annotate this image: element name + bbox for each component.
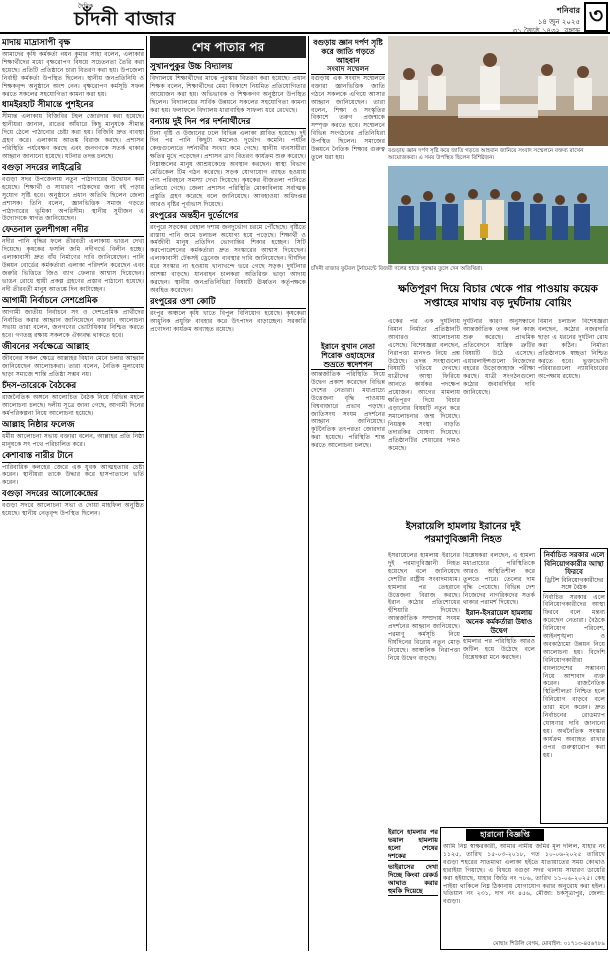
article-body: সীমান্ত এলাকায় বিজিবির টহল জোরদার করা হয়েছে। স্থানীয়রা জানান, রাতের আঁধারে কিছু মানুষকে সীমান্ত দিয়ে ঠেলে পাঠানোর চেষ্টা করা হয়। বিজিবি দ্রুত ব্যবস্থা গ্রহণ করে। এলাকায় আতঙ্ক বিরাজ করছে। প্রশাসন পরিস্থিতি পর্যবেক্ষণ করছে এবং জনগণকে সতর্ক থাকার আহ্বান জানানো হয়েছে। ঘটনার তদন্ত চলছে। xyxy=(2,113,144,160)
article-body: আন্তর্জাতিক পরিস্থিতি নিয়ে উদ্বেগ প্রকাশ করেছেন বিভিন্ন দেশের নেতারা। মধ্যপ্রাচ্যে উত্তেজনা বৃদ্ধি পাওয়ায় বিশ্ববাজারে প্রভাব পড়ছে। জাতিসংঘ সংযম প্রদর্শনের আহ্বান জানিয়েছে। কূটনৈতিক তৎপরতা জোরদার করা হয়েছে। পরিস্থিতি শান্ত করতে আলোচনা চলছে। xyxy=(311,371,385,450)
page-number: ৩ xyxy=(584,2,608,32)
headline: রংপুরের ওশা কোটি xyxy=(150,297,306,309)
issue-day: শনিবার xyxy=(557,6,580,15)
headline: আল্লাহ নিষ্ঠার ফলেজ xyxy=(2,420,144,432)
photo-caption: বগুড়ায় জ্ঞান দর্পণ সৃষ্টি করে জাতি গড়তে আহবান জানিয়ে সংবাদ সম্মেলনে বক্তব্য রাখেন আয়োজকরা। এ সময় উপস্থিত ছিলেন বিশিষ্টজন। xyxy=(388,148,584,161)
notice-text: আমি নিম্ন স্বাক্ষরকারী, আমার নামীয় জমির মূল দলিল, যাহার নং ১১২৫, তারিখ ১৫-০৩-২০১৮, গত ১০-০৬-২০২৫ তারিখে বগুড়া শহরের সাতমাথা এলাকা হইতে যাতায়াতের সময় কোথাও হারাইয়া গিয়াছে। এ বিষয়ে বগুড়া সদর থানায় সাধারণ ডায়েরি করা হইয়াছে, যাহার জিডি নং ৭৮৬, তারিখ ১১-০৬-২০২৫। কেহ পাইয়া থাকিলে নিম্ন ঠিকানায় যোগাযোগ করার অনুরোধ করা হইল। খতিয়ান নং ২৩১, দাগ নং ৪৫৬, মৌজা: চকসূত্রাপুর, জেলা: বগুড়া। xyxy=(443,843,605,906)
section-banner: শেষ পাতার পর xyxy=(150,36,306,58)
article-body: নদীর পানি বৃদ্ধির ফলে তীরবর্তী এলাকায় ভাঙন দেখা দিয়েছে। কৃষকের ফসলি জমি নদীগর্ভে বিলীন হচ্ছে। এলাকাবাসী দ্রুত বাঁধ নির্মাণের দাবি জানিয়েছেন। পানি উন্নয়ন বোর্ডের কর্মকর্তারা এলাকা পরিদর্শন করেছেন এবং জরুরি ভিত্তিতে জিও ব্যাগ ফেলার আশ্বাস দিয়েছেন। ভাঙন রোধে স্থায়ী প্রকল্প গ্রহণের প্রস্তাব পাঠানো হয়েছে। নদী তীরবর্তী মানুষ আতঙ্কে দিন কাটাচ্ছেন। xyxy=(2,238,144,293)
column-divider xyxy=(308,36,309,951)
article-body: টানা বৃষ্টি ও উজানের ঢলে বিভিন্ন এলাকা প্লাবিত হয়েছে। দুই দিন পর পানি কিছুটা কমলেও দুর্ভোগ কমেনি। পর্যটন কেন্দ্রগুলোতে দর্শনার্থীর সংখ্যা কমে গেছে। স্থানীয় ব্যবসায়ীরা ক্ষতির মুখে পড়েছেন। প্রশাসন ত্রাণ বিতরণ কার্যক্রম শুরু করেছে। নিম্নাঞ্চলের মানুষ আশ্রয়কেন্দ্রে অবস্থান করছেন। স্বাস্থ্য বিভাগ মেডিকেল টিম গঠন করেছে। সড়ক যোগাযোগ ব্যাহত হওয়ায় পণ্য পরিবহনে সমস্যা দেখা দিয়েছে। কৃষকের বীজতলা পানিতে তলিয়ে গেছে। জেলা প্রশাসন পরিস্থিতি মোকাবিলায় সর্বাত্মক প্রস্তুতি গ্রহণ করেছে বলে জানিয়েছে। আবহাওয়া অধিদপ্তর আরও বৃষ্টির পূর্বাভাস দিয়েছে। xyxy=(150,129,306,208)
article-body: পারিবারিক কলহের জেরে এক যুবক আত্মহত্যার চেষ্টা করেন। স্থানীয়রা তাকে উদ্ধার করে হাসপাতালে ভর্তি করেন। xyxy=(2,463,144,487)
column-3-bottom xyxy=(388,826,438,951)
newspaper-name: চাঁদনী বাজার xyxy=(74,8,176,30)
article-body: বিমান চলাচল বিশেষজ্ঞরা বলছেন, কঠোর নজরদারি ছাড়া এ ধরনের দুর্ঘটনা রোধ করা কঠিন। নির্মাতা প্রতিষ্ঠানকে স্বচ্ছতা নিশ্চিত করতে হবে। ভুক্তভোগী পরিবারগুলো ন্যায়বিচারের অপেক্ষায় রয়েছে। xyxy=(538,318,608,381)
headline: বগুড়ায় জ্ঞান দর্পণ সৃষ্টি করে জাতি গড়তে আহবান xyxy=(313,38,383,65)
article-body: একের পর এক দুর্ঘটনায় বিমান নির্মাতা প্রতিষ্ঠানটি আবারও আলোচনায় এসেছে। বিশেষজ্ঞরা বলছেন, নিরাপত্তা মানদণ্ড নিয়ে প্রশ্ন উঠেছে। তদন্ত সংস্থাগুলো বিষয়টি খতিয়ে দেখছে। যাত্রীদের আস্থা ফিরিয়ে আনতে কার্যকর পদক্ষেপ প্রয়োজন। আগের মামলায় ক্ষতিপূরণ দিয়ে বিচার এড়ানোর বিষয়টি নতুন করে সমালোচনার জন্ম দিয়েছে। নিয়ন্ত্রক সংস্থা বাড়তি তদারকির ঘোষণা দিয়েছে। প্রতিষ্ঠানটির শেয়ারের দামও কমেছে। xyxy=(388,318,460,452)
issue-date-bangla: ৩১ জ্যৈষ্ঠ ১৪৩২, বঙ্গাব্দ xyxy=(512,27,580,35)
headline: মাদায় মাদ্রাসাপী বৃক্ষ xyxy=(2,38,144,50)
headline: কেশাবাস্ত নারীর টানে xyxy=(2,451,144,463)
headline: ভাইরাসের দেখা দিচ্ছে কিংবা রেকর্ড আঘাত করার হুমকি দিয়েছে xyxy=(388,863,438,895)
feature-body-3 xyxy=(538,318,608,518)
headline: ধামইরহাট সীমান্তে পুশইনের xyxy=(2,100,144,112)
article-body: বগুড়া সদরে আলোচনা সভা ও দোয়া মাহফিল অনুষ্ঠিত হয়েছে। স্থানীয় নেতৃবৃন্দ উপস্থিত ছিলেন। xyxy=(2,502,144,518)
article-body: নির্বাচিত সরকার এলে বিনিয়োগকারীদের আস্থা ফিরবে বলে মন্তব্য করেছেন নেতারা। বৈঠকে বিনিয়োগ পরিবেশ, আইনশৃঙ্খলা ও অবকাঠামো উন্নয়ন নিয়ে আলোচনা হয়। বিদেশি বিনিয়োগকারীরা বাংলাদেশের সম্ভাবনা নিয়ে আশাবাদ ব্যক্ত করেন। রাজনৈতিক স্থিতিশীলতা নিশ্চিত হলে বিনিয়োগ বাড়বে বলে তারা মনে করেন। দ্রুত নির্বাচনের রোডম্যাপ ঘোষণার দাবি জানানো হয়। অর্থনৈতিক সংস্কার কার্যক্রম অব্যাহত রাখার ওপর গুরুত্বারোপ করা হয়। xyxy=(543,593,605,759)
headline: ফেতনাল তুলশীগঙ্গা নদীর xyxy=(2,225,144,237)
article-body: বগুড়ায় এক সংবাদ সম্মেলনে বক্তারা জ্ঞানভিত্তিক জাতি গঠনে সকলকে এগিয়ে আসার আহ্বান জানিয়েছেন। তারা বলেন, শিক্ষা ও সংস্কৃতির বিকাশে তরুণ প্রজন্মকে সম্পৃক্ত করতে হবে। সম্মেলনে বিভিন্ন সংগঠনের প্রতিনিধিরা উপস্থিত ছিলেন। সমাজের উন্নয়নে নৈতিক শিক্ষার গুরুত্ব তুলে ধরা হয়। xyxy=(311,74,385,161)
headline: ইরানে বুখান নেতা শিরোক ওহাহেদের শুভ্রতে স্বদেশপন xyxy=(311,342,385,370)
headline: বগুড়া সদরের আলোকেন্দ্রের xyxy=(2,489,144,501)
article-body: রাজনৈতিক অঙ্গনে আলোচিত বৈঠক নিয়ে বিভিন্ন মহলে আলোচনা চলছে। দলীয় সূত্রে জানা গেছে, আগামী দিনের কর্মপরিকল্পনা নিয়ে আলোচনা হয়েছে। xyxy=(2,394,144,417)
headline: বগুড়া সদরের লাইব্রেরি xyxy=(2,163,144,175)
article-body: ধর্মীয় আলোচনা সভায় বক্তারা বলেন, আল্লাহর প্রতি নিষ্ঠা মানুষকে সৎ পথে পরিচালিত করে। xyxy=(2,432,144,448)
headline: জীবনের সর্বক্ষেত্রে আল্লাহ xyxy=(2,342,144,354)
lost-notice-body xyxy=(443,843,605,941)
lost-notice-title: হারানো বিজ্ঞপ্তি xyxy=(466,829,544,841)
column-3 xyxy=(311,36,385,336)
article-body: হামলার পর পরিস্থিতি আরও জটিল হয়ে উঠেছে বলে বিশ্লেষকরা মনে করছেন। xyxy=(463,638,535,662)
headline: আগামী নির্বাচনে সেশপ্রেমিক xyxy=(2,296,144,308)
article-body: বগুড়া সদর উপজেলায় নতুন পাঠাগারের উদ্বোধন করা হয়েছে। শিক্ষার্থী ও সাধারণ পাঠকদের জন্য বই পড়ার সুযোগ সৃষ্টি হবে। অনুষ্ঠানে প্রধান অতিথি ছিলেন জেলা প্রশাসক। তিনি বলেন, জ্ঞানভিত্তিক সমাজ গড়তে পাঠাগারের ভূমিকা অপরিসীম। স্থানীয় সুধীজন এ উদ্যোগকে স্বাগত জানিয়েছেন। xyxy=(2,175,144,223)
feature-body-2 xyxy=(463,318,535,518)
headline: ইরানে হামলার পর ভয়াল হামলায় হলো শেষের দশকের xyxy=(388,828,438,860)
headline: বন্যায় দুই দিন পর দর্শনার্থীদের xyxy=(150,117,306,129)
investor-story-box xyxy=(540,548,608,824)
article-body: বিশ্লেষকরা বলছেন, এ হামলা মধ্যপ্রাচ্যের পরিস্থিতিকে আরও অস্থিতিশীল করে তুলতে পারে। তেলের দাম বৃদ্ধি পেয়েছে। বিভিন্ন দেশ নিজেদের নাগরিকদের সতর্ক থাকার পরামর্শ দিয়েছে। xyxy=(463,552,535,607)
iran-body-2 xyxy=(463,552,535,822)
photo-caption: চাঁদনী বাজার ফুটবল টুর্নামেন্টে বিজয়ী দলের হাতে পুরস্কার তুলে দেন অতিথিরা। xyxy=(311,266,483,272)
issue-date-english: ১৪ জুন ২০২৫ xyxy=(537,18,580,26)
article-body: জীবনের সকল ক্ষেত্রে আল্লাহর বিধান মেনে চলার আহ্বান জানিয়েছেন আলোচকরা। তারা বলেন, নৈতিক মূল্যবোধ ছাড়া সমাজে শান্তি প্রতিষ্ঠা সম্ভব নয়। xyxy=(2,355,144,379)
investor-subheadline: ড্রিটিশ বিনিয়োগকারীদের সঙ্গে বৈঠক xyxy=(544,576,604,591)
headline: চঁদস-তারেকে বৈঠকের xyxy=(2,381,144,393)
masthead xyxy=(0,0,610,34)
article-body: রংপুরে সড়কের বেহাল দশায় জনদুর্ভোগ চরমে পৌঁছেছে। বৃষ্টিতে রাস্তায় পানি জমে চলাচল অযোগ্য হয়ে পড়েছে। শিক্ষার্থী ও কর্মজীবী মানুষ প্রতিদিন ভোগান্তির শিকার হচ্ছেন। সিটি করপোরেশনের কর্মকর্তারা দ্রুত সংস্কারের আশ্বাস দিয়েছেন। এলাকাবাসী টেকসই ড্রেনেজ ব্যবস্থার দাবি জানিয়েছেন। দীর্ঘদিন ধরে সংস্কার না হওয়ায় খানাখন্দে ভরে গেছে সড়ক। দুর্ঘটনার আশঙ্কা বাড়ছে। যানবাহন চালকরা অতিরিক্ত ভাড়া আদায় করছেন। স্থানীয় জনপ্রতিনিধিরা বিষয়টি ঊর্ধ্বতন কর্তৃপক্ষকে অবহিত করেছেন। xyxy=(150,223,306,294)
article-body: বিদ্যালয়ে শিক্ষার্থীদের মাঝে পুরস্কার বিতরণ করা হয়েছে। প্রধান শিক্ষক বলেন, শিক্ষার্থীদের মেধা বিকাশে নিয়মিত প্রতিযোগিতার আয়োজন করা হয়। অভিভাবক ও শিক্ষকগণ অনুষ্ঠানে উপস্থিত ছিলেন। বিদ্যালয়ের সার্বিক উন্নয়নে সকলের সহযোগিতা কামনা করা হয়। ফলাফলে বিদ্যালয় ধারাবাহিক সাফল্য ধরে রেখেছে। xyxy=(150,75,306,114)
masthead-tagline: দৈনিক xyxy=(78,3,94,10)
notice-signature: মোছাঃ শিউলি বেগম, মোবাইল: ০১৭১৩-৪৫৬৭৮৯ xyxy=(493,941,605,947)
feature-body-1 xyxy=(388,318,460,518)
article-body: দুর্ঘটনার কারণ অনুসন্ধানে আন্তর্জাতিক তদন্ত দল কাজ শুরু করেছে। প্রাথমিক প্রতিবেদনে যান্ত্রিক ত্রুটির বিষয়টি উঠে এসেছে। এয়ারলাইন্সগুলো নিজেদের বহরের উড়োজাহাজ পরীক্ষা করছে। যাত্রী সংগঠনগুলো কঠোর জবাবদিহির দাবি জানিয়েছে। xyxy=(463,318,535,397)
column-3-lower xyxy=(311,340,385,820)
column-1 xyxy=(2,36,144,951)
article-body: আগামী জাতীয় নির্বাচনে সৎ ও দেশপ্রেমিক প্রার্থীদের নির্বাচিত করার আহ্বান জানিয়েছেন বক্তারা। আলোচনা সভায় তারা বলেন, জনগণের ভোটাধিকার নিশ্চিত করতে হবে। গণতন্ত্র রক্ষায় সকলকে ঐক্যবদ্ধ থাকতে হবে। xyxy=(2,308,144,340)
headline: সুখানপুকুর উচ্চ বিদ্যালয় xyxy=(150,62,306,74)
article-body: ইসরায়েলের হামলায় ইরানের দুই পরমাণুবিজ্ঞানী নিহত হয়েছেন বলে জানিয়েছে দেশটির রাষ্ট্রীয় সংবাদমাধ্যম। হামলার পর তেহরানে উত্তেজনা বিরাজ করছে। ইরান কঠোর প্রতিশোধের হুঁশিয়ারি দিয়েছে। আন্তর্জাতিক সম্প্রদায় সংযম প্রদর্শনের আহ্বান জানিয়েছে। পরমাণু কর্মসূচি নিয়ে দীর্ঘদিনের বিরোধ নতুন মোড় নিয়েছে। আঞ্চলিক নিরাপত্তা নিয়ে উদ্বেগ বাড়ছে। xyxy=(388,552,460,662)
headline: রংপুরের অন্তহীন দুর্ভোগের xyxy=(150,211,306,223)
team-photo xyxy=(388,166,608,264)
article-body: আমাদের কৃষি কর্মকর্তা নয়ন কুমার সাহা বলেন, এলাকার শিক্ষার্থীদের মধ্যে বৃক্ষরোপণ বিষয়ে সচেতনতা তৈরি করা হয়েছে। প্রতিটি প্রতিষ্ঠানে চারা বিতরণ করা হয়। উপজেলা নির্বাহী কর্মকর্তা উপস্থিত ছিলেন। স্থানীয় জনপ্রতিনিধি ও শিক্ষকবৃন্দ অনুষ্ঠানে অংশ নেন। বৃক্ষরোপণ কর্মসূচি সফল করতে সকলের সহযোগিতা কামনা করা হয়। xyxy=(2,51,144,98)
column-2 xyxy=(150,60,306,951)
headline: ইরান-ইসরায়েল হামলায় অনেক কর্মকর্তারা উধাও উদ্বেগ xyxy=(463,609,535,637)
article-body: রংপুর অঞ্চলে কৃষি খাতে বিপুল বিনিয়োগ হয়েছে। কৃষকেরা আধুনিক প্রযুক্তি ব্যবহার করে উৎপাদন বাড়াচ্ছেন। সরকারি প্রণোদনা কার্যক্রম অব্যাহত রয়েছে। xyxy=(150,309,306,333)
subheadline: সংবাদ সম্মেলন xyxy=(311,66,385,75)
iran-headline: ইসরায়েলি হামলায় ইরানের দুই পরমাণুবিজ্ঞানী নিহত xyxy=(405,521,521,545)
conference-photo xyxy=(388,36,608,146)
investor-headline: নির্বাচিত সরকার এলে বিনিয়োগকারীর আস্থা ফিরবে xyxy=(543,551,605,576)
feature-headline: ক্ষতিপূরণ দিয়ে বিচার থেকে পার পাওয়ায় কয়েক সপ্তাহের মাথায় বড় দুর্ঘটনায় বোয়িং xyxy=(398,283,598,309)
column-divider xyxy=(146,36,147,951)
iran-body-1 xyxy=(388,552,460,822)
